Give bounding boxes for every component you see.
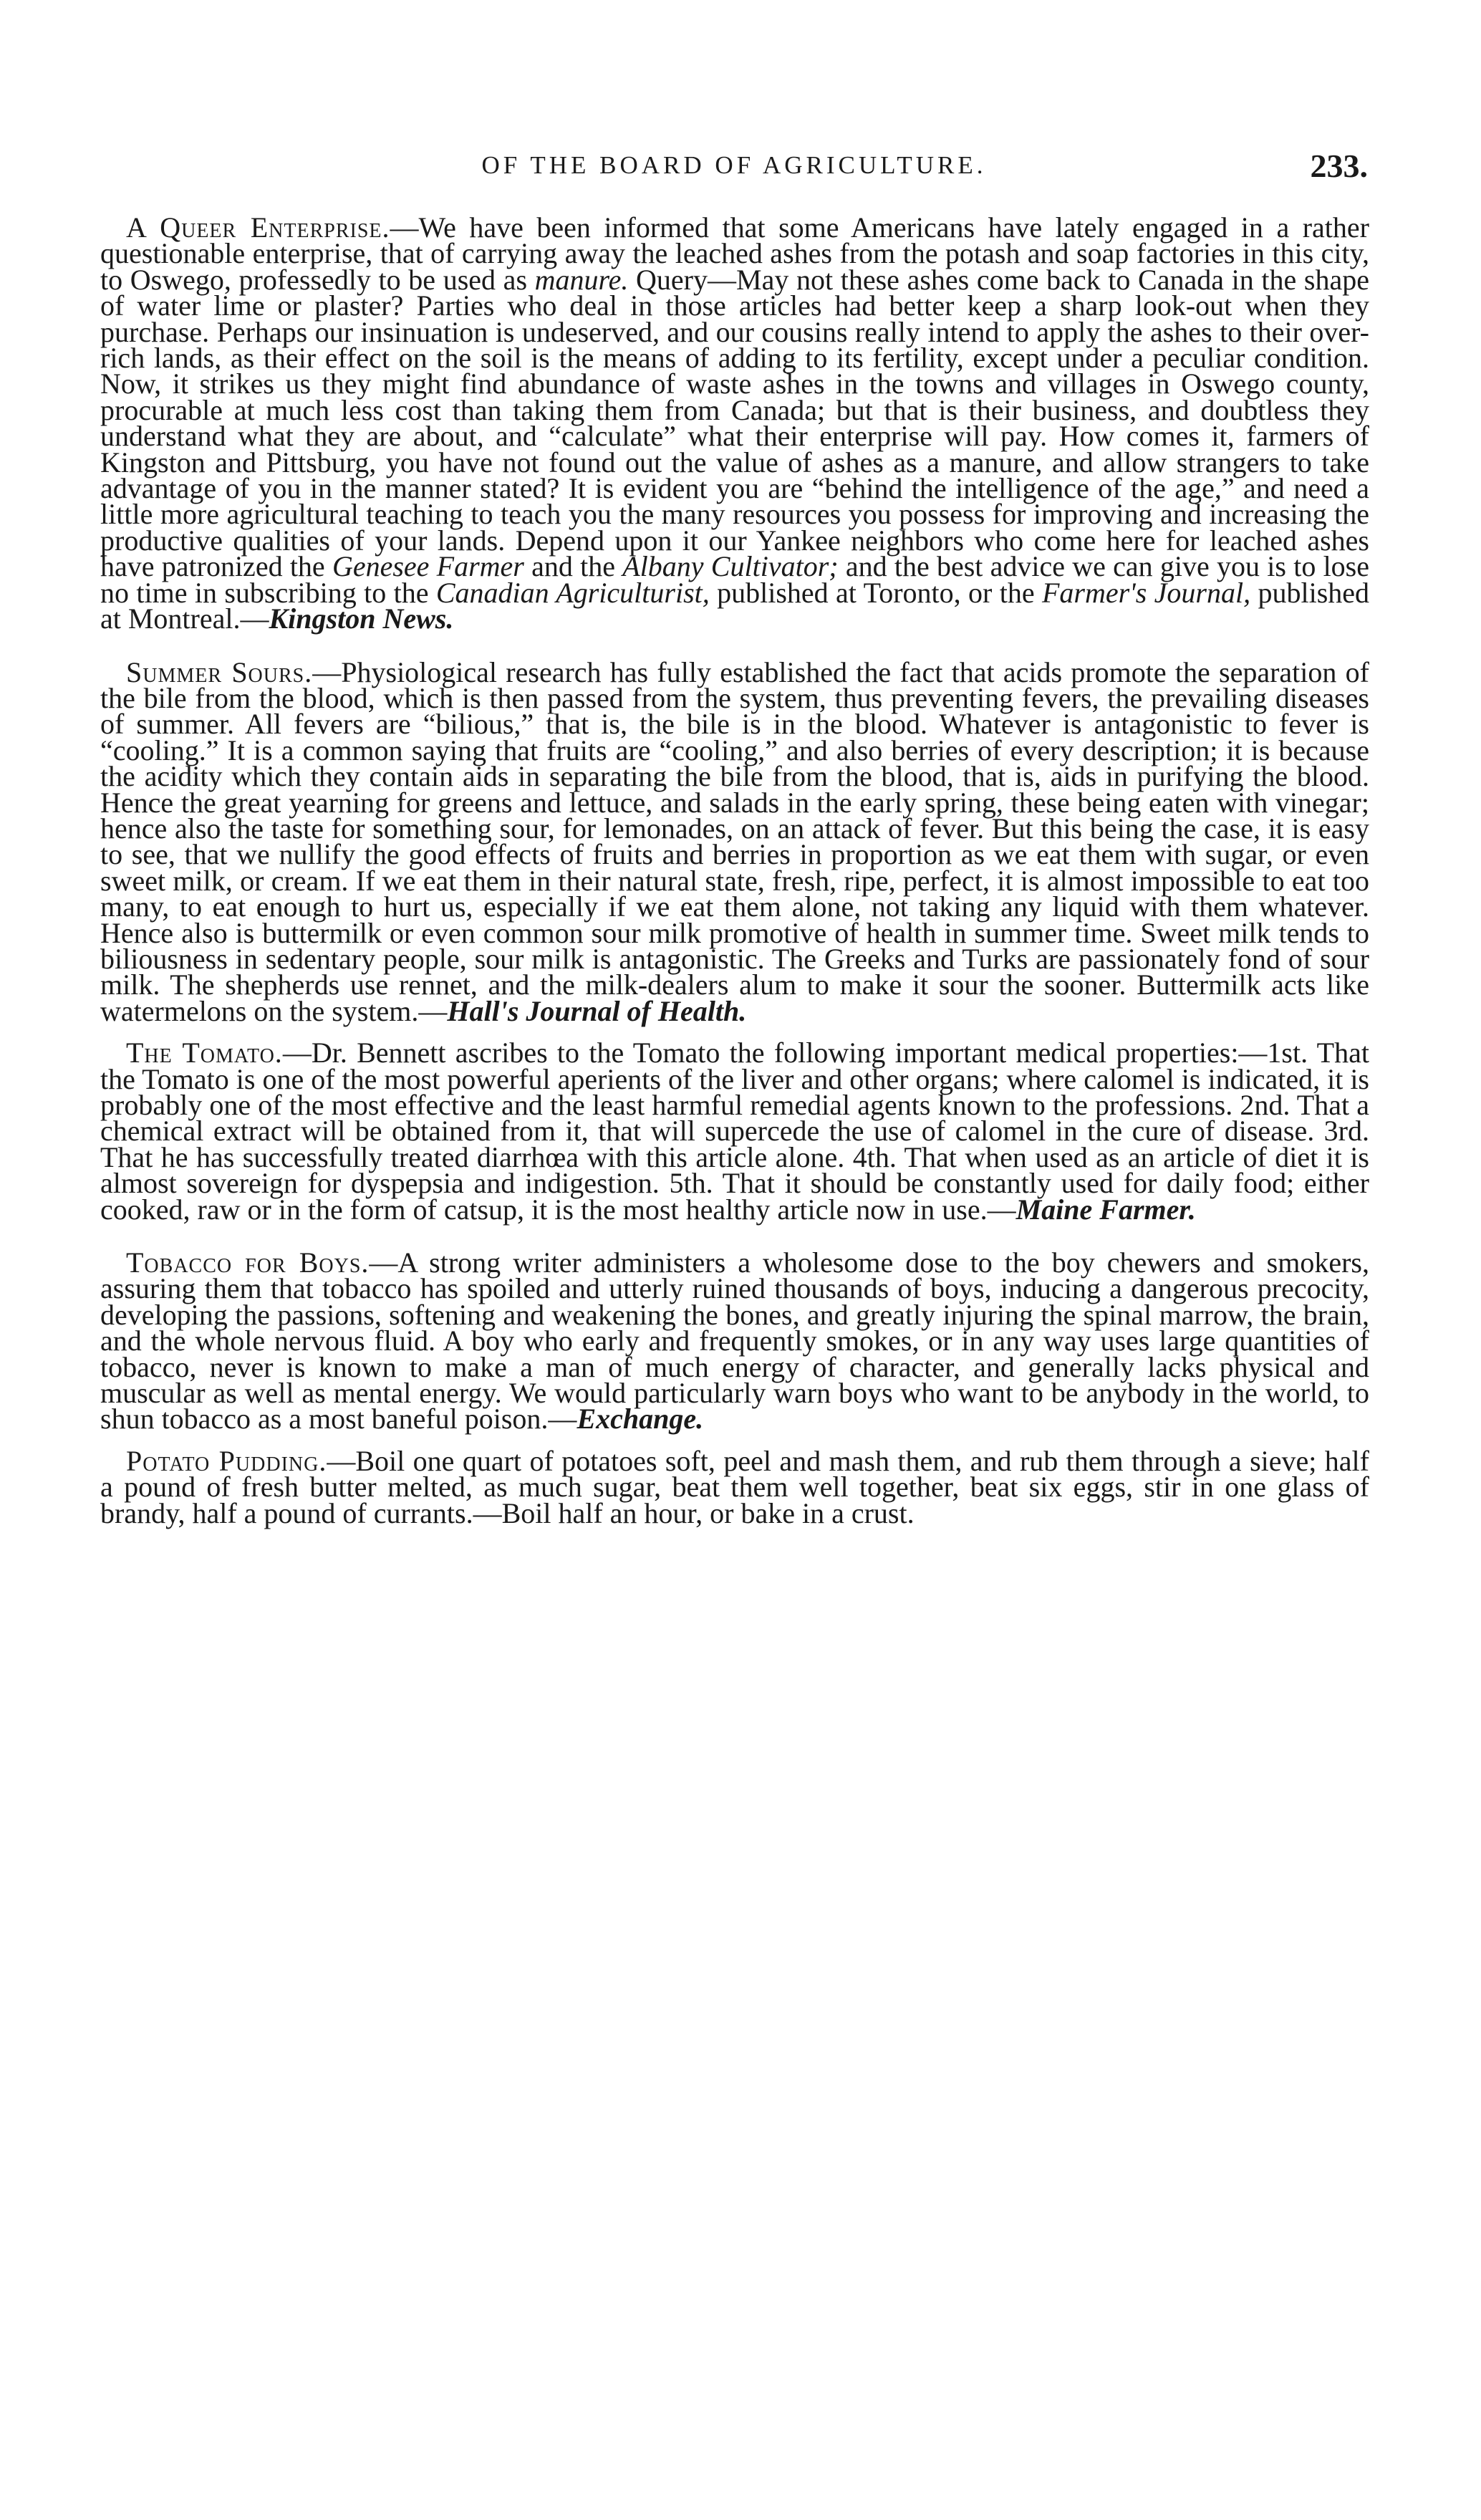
article-text: —We have been informed that some Americans have lately engaged in a rather questionable enterprise, that of carrying away the leached ashes from the potash and soap factories in this city, to Oswego, professedly to be used as (100, 211, 1369, 296)
article-heading: A Queer Enterprise. (126, 211, 390, 244)
article-heading: Summer Sours. (126, 655, 313, 688)
running-head (100, 147, 1368, 190)
article-summer-sours (100, 655, 1369, 1027)
article-source: Kingston News. (269, 602, 454, 635)
article-italic: Canadian Agriculturist, (435, 576, 710, 609)
article-text: —Dr. Bennett ascribes to the Tomato the following important medical properties:—1st. That the Tomato is one of the most powerful aperients of the liver and other organs; where calomel is indicated, it is probably one of the most effective and the least harmful remedial agents known to the professions. 2nd. That a chemical extract will be obtained from it, that will supercede the use of calomel in the cure of disease. 3rd. That he has successfully treated diarrhœa with this article alone. 4th. That when used as an article of diet it is almost sovereign for dyspepsia and indigestion. 5th. That it should be constantly used for daily food; either cooked, raw or in the form of catsup, it is the most healthy article now in use.— (100, 1037, 1369, 1226)
article-text: published at Toronto, or the (709, 576, 1042, 609)
running-title: OF THE BOARD OF AGRICULTURE. (481, 151, 987, 179)
article-source: Hall's Journal of Health. (447, 994, 747, 1027)
article-heading: Potato Pudding. (126, 1444, 327, 1477)
article-text: —Physiological research has fully established the fact that acids promote the separation of the bile from the blood, which is then passed from the system, thus preventing fevers, the prevailing diseases of summer. All fevers are “bilious,” that is, the bile is in the blood. Whatever is antagonistic to fever is “cooling.” It is a common saying that fruits are “cooling,” and also berries of every description; it is because the acidity which they contain aids in separating the bile from the blood, that is, aids in purifying the blood. Hence the great yearning for greens and lettuce, and salads in the early spring, these being eaten with vinegar; hence also the taste for something sour, for lemonades, on an attack of fever. But this being the case, it is easy to see, that we nullify the good effects of fruits and berries in proportion as we eat them with sugar, or even sweet milk, or cream. If we eat them in their natural state, fresh, ripe, perfect, it is almost impossible to eat too many, to eat enough to hurt us, especially if we eat them alone, not taking any liquid with them whatever. Hence also is buttermilk or even common sour milk promotive of health in summer time. Sweet milk tends to biliousness in sedentary people, sour milk is antagonistic. The Greeks and Turks are passionately fond of sour milk. The shepherds use rennet, and the milk-dealers alum to make it sour the sooner. Buttermilk acts like watermelons on the system.— (100, 655, 1369, 1027)
article-source: Exchange. (577, 1403, 704, 1435)
article-text: and the (524, 550, 623, 583)
article-italic: Albany Cultivator; (622, 550, 839, 583)
article-text: Query—May not these ashes come back to Canada in the shape of water lime or plaster? Parties who deal in those articles had better keep a sharp look-out when they purchase. Perhaps our insinuation is undeserved, and our cousins really intend to apply the ashes to their over-rich lands, as their effect on the soil is the means of adding to its fertility, except under a peculiar condition. Now, it strikes us they might find abundance of waste ashes in the towns and villages in Oswego county, procurable at much less cost than taking them from Canada; but that is their business, and doubtless they understand what they are about, and “calculate” what their enterprise will pay. How comes it, farmers of Kingston and Pittsburg, you have not found out the value of ashes as a manure, and allow strangers to take advantage of you in the manner stated? It is evident you are “behind the intelligence of the age,” and need a little more agricultural teaching to teach you the many resources you possess for improving and increasing the productive qualities of your lands. Depend upon it our Yankee neighbors who come here for leached ashes have patronized the (100, 263, 1369, 583)
article-heading: Tobacco for Boys. (126, 1246, 370, 1279)
article-queer-enterprise (100, 211, 1370, 635)
article-text: —A strong writer administers a wholesome dose to the boy chewers and smokers, assuring them that tobacco has spoiled and utterly ruined thousands of boys, inducing a dangerous precocity, developing the passions, softening and weakening the bones, and greatly injuring the spinal marrow, the brain, and the whole nervous fluid. A boy who early and frequently smokes, or in any way uses large quantities of tobacco, never is known to make a man of much energy of character, and generally lacks physical and muscular as well as mental energy. We would particularly warn boys who want to be anybody in the world, to shun tobacco as a most baneful poison.— (100, 1246, 1370, 1435)
article-the-tomato (100, 1037, 1369, 1226)
page-body (100, 211, 1370, 1529)
article-tobacco-for-boys (100, 1246, 1370, 1435)
article-text: published at Montreal.— (100, 576, 1370, 635)
article-heading: The Tomato. (126, 1037, 283, 1069)
article-text: —Boil one quart of potatoes soft, peel and mash them, and rub them through a sieve; half a pound of fresh butter melted, as much sugar, beat them well together, beat six eggs, stir in one glass of brandy, half a pound of currants.—Boil half an hour, or bake in a crust. (100, 1444, 1369, 1529)
page-number: 233. (1310, 148, 1368, 184)
article-source: Maine Farmer. (1016, 1193, 1196, 1226)
article-italic: Farmer's Journal, (1041, 576, 1251, 609)
article-italic: Genesee Farmer (332, 550, 524, 583)
article-text: and the best advice we can give you is to lose no time in subscribing to the (100, 550, 1369, 609)
article-italic: manure. (534, 263, 629, 296)
article-potato-pudding (100, 1444, 1369, 1529)
